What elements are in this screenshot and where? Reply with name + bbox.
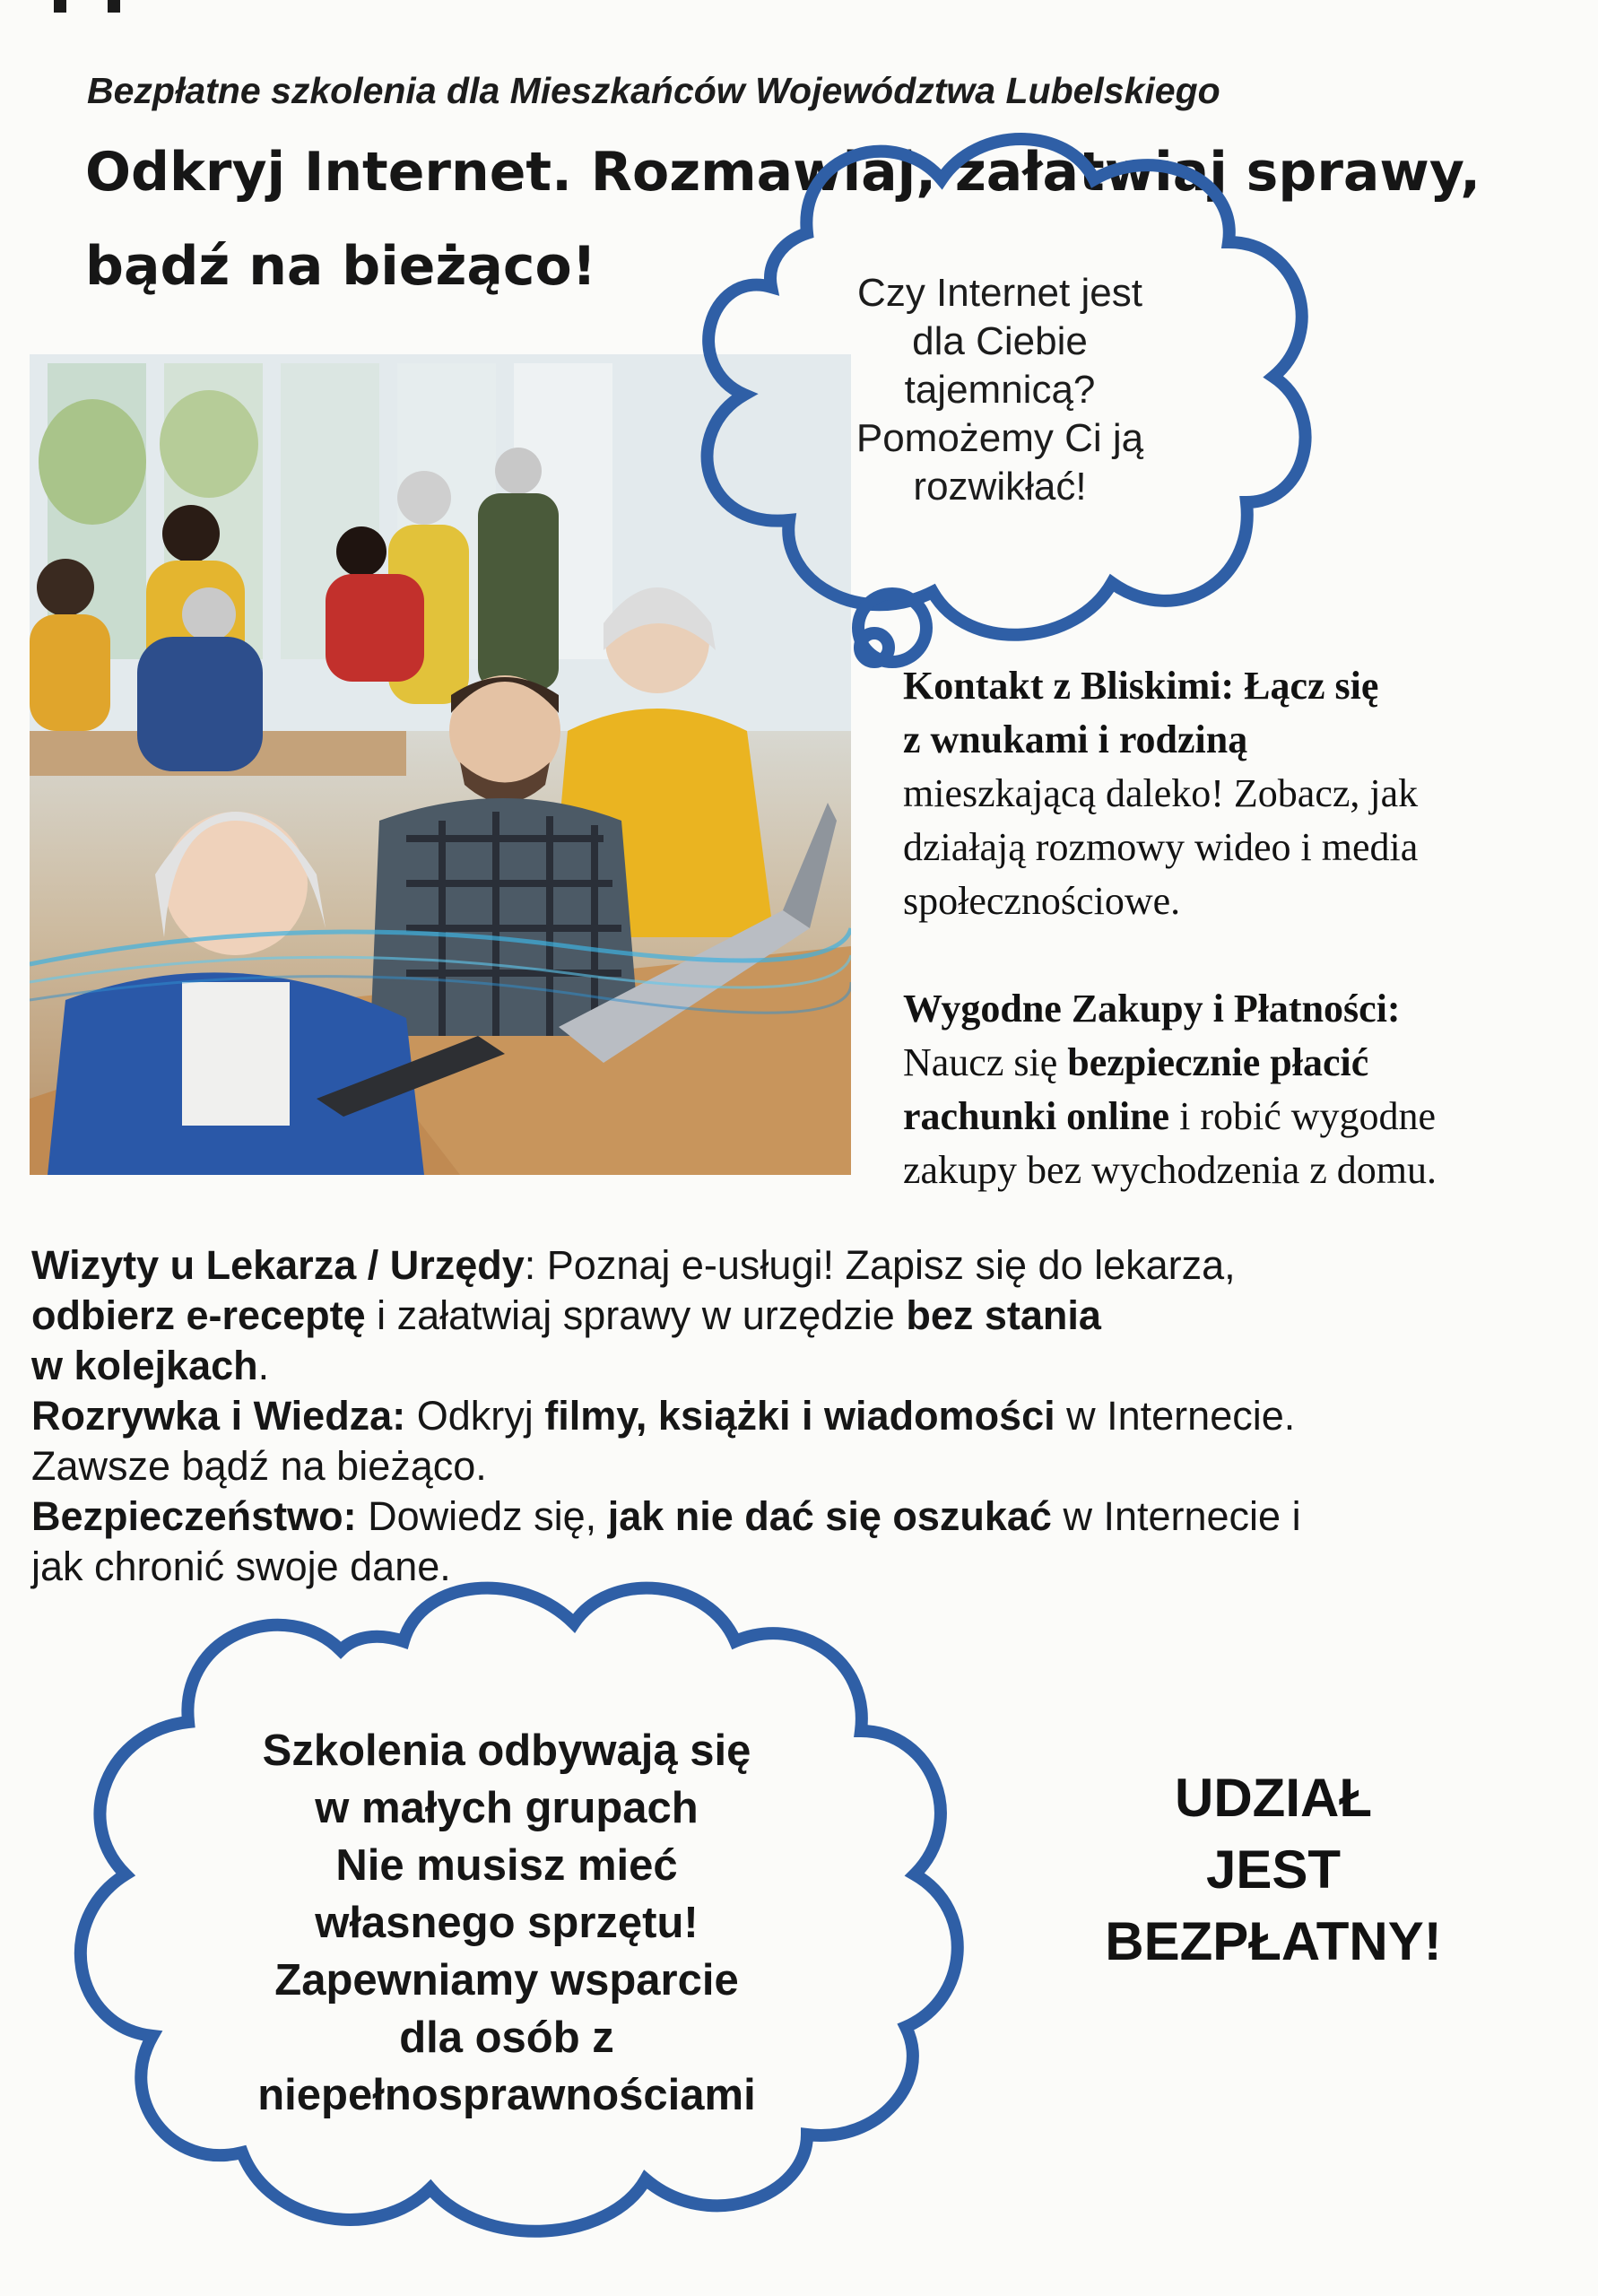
headline-line-2: bądź na bieżąco! (85, 235, 597, 298)
free-participation-notice (1049, 1762, 1498, 1978)
doctor-line-2 (31, 1291, 1574, 1341)
fun-text-1: Odkryj (405, 1393, 545, 1439)
seniors-computer-class-photo (30, 354, 851, 1175)
bubble-top-line-1: Czy Internet jest (857, 271, 1142, 315)
headline-line-1: Odkryj Internet. Rozmawiaj, załatwiaj sprawy, (85, 141, 1481, 204)
safety-emphasis: jak nie dać się oszukać (607, 1493, 1052, 1539)
bubble-top-line-5: rozwikłać! (913, 465, 1087, 509)
shopping-emphasis: bezpiecznie płacić (1067, 1040, 1369, 1084)
contact-text-3: społecznościowe. (903, 879, 1181, 923)
bubble-top-line-4: Pomożemy Ci ją (855, 416, 1144, 460)
bubble-top-line-3: tajemnicą? (904, 368, 1096, 412)
safety-line-1 (31, 1492, 1574, 1542)
doctor-emphasis-3: w kolejkach (31, 1343, 258, 1388)
bubble-bottom-line-1: Szkolenia odbywają się (262, 1726, 751, 1775)
bubble-question (749, 269, 1251, 511)
safety-text-2: w Internecie i (1051, 1493, 1301, 1539)
fun-text-2: w Internecie. (1055, 1393, 1296, 1439)
bubble-top-line-2: dla Ciebie (912, 319, 1088, 363)
doctor-line-3 (31, 1341, 1574, 1391)
safety-text-1: Dowiedz się, (356, 1493, 608, 1539)
cropped-top-mark (54, 0, 161, 13)
contact-heading-2: z wnukami i rodziną (903, 718, 1248, 761)
safety-heading: Bezpieczeństwo: (31, 1493, 357, 1539)
shopping-text-2: i robić wygodne (1169, 1094, 1437, 1138)
bubble-training-info (152, 1722, 861, 2124)
free-line-3: BEZPŁATNY! (1105, 1911, 1442, 1971)
shopping-text: Naucz się (903, 1040, 1068, 1084)
bubble-bottom-line-3: Nie musisz mieć (335, 1841, 678, 1890)
shopping-heading: Wygodne Zakupy i Płatności: (903, 987, 1401, 1031)
free-line-1: UDZIAŁ (1175, 1768, 1372, 1828)
shopping-line-4: zakupy bez wychodzenia z domu. (903, 1148, 1437, 1192)
contact-heading-1: Kontakt z Bliskimi: Łącz się (903, 664, 1379, 708)
doctor-text-1: : Poznaj e-usługi! Zapisz się do lekarza, (524, 1242, 1236, 1288)
doctor-text-3: . (257, 1343, 270, 1388)
free-line-2: JEST (1205, 1839, 1342, 1900)
bubble-bottom-line-2: w małych grupach (315, 1784, 699, 1832)
doctor-emphasis-2: bez stania (906, 1292, 1101, 1338)
services-list (31, 1240, 1574, 1592)
contact-section (903, 659, 1567, 1197)
shopping-emphasis-2: rachunki online (903, 1094, 1170, 1138)
bubble-bottom-line-6: dla osób z (399, 2013, 614, 2062)
bubble-bottom-line-4: własnego sprzętu! (315, 1899, 699, 1947)
fun-line-2: Zawsze bądź na bieżąco. (31, 1443, 487, 1489)
doctor-text-2: i załatwiaj sprawy w urzędzie (365, 1292, 907, 1338)
doctor-line-1 (31, 1240, 1574, 1291)
flyer-subtitle: Bezpłatne szkolenia dla Mieszkańców Województwa Lubelskiego (87, 70, 1220, 111)
fun-heading: Rozrywka i Wiedza: (31, 1393, 406, 1439)
shopping-line-2 (903, 1036, 1567, 1090)
fun-emphasis: filmy, książki i wiadomości (544, 1393, 1055, 1439)
bubble-bottom-line-5: Zapewniamy wsparcie (274, 1956, 739, 2005)
shopping-line-3 (903, 1090, 1567, 1144)
bubble-bottom-line-7: niepełnosprawnościami (257, 2071, 756, 2119)
doctor-emphasis-1: odbierz e-receptę (31, 1292, 366, 1338)
fun-line-1 (31, 1391, 1574, 1441)
contact-text-2: działają rozmowy wideo i media (903, 825, 1419, 869)
contact-text-1: mieszkającą daleko! Zobacz, jak (903, 771, 1419, 815)
safety-line-2: jak chronić swoje dane. (31, 1544, 451, 1589)
doctor-heading: Wizyty u Lekarza / Urzędy (31, 1242, 525, 1288)
